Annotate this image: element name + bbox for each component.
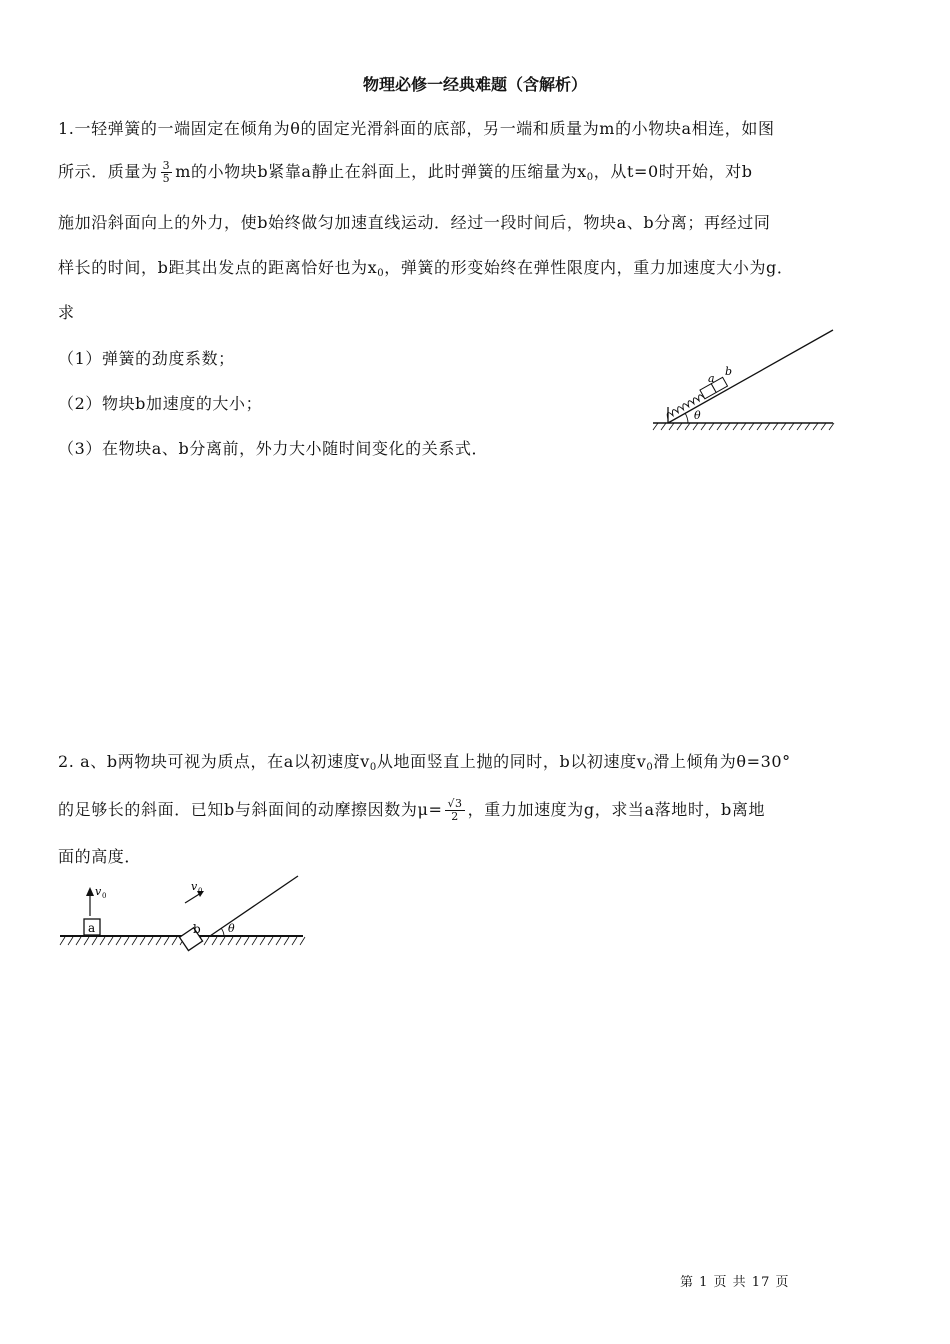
q1-ground bbox=[653, 423, 834, 430]
q2-arrowhead-a bbox=[86, 887, 94, 896]
q2-line-1-mid: 从地面竖直上抛的同时，b以初速度v bbox=[376, 752, 647, 771]
q1-line-4-post: ，弹簧的形变始终在弹性限度内，重力加速度大小为g． bbox=[384, 258, 794, 277]
q1-line-4 bbox=[58, 255, 794, 279]
q1-frac-den: 5 bbox=[162, 172, 171, 185]
q1-line-2-sub: 0 bbox=[586, 172, 594, 183]
q2-label-v0-a: v bbox=[95, 885, 102, 898]
q2-line-1-pre: 2. a、b两物块可视为质点，在a以初速度v bbox=[58, 752, 370, 771]
q1-line-2 bbox=[58, 159, 753, 185]
q2-line-2-post: ，重力加速度为g，求当a落地时，b离地 bbox=[467, 800, 766, 819]
q2-label-b: b bbox=[193, 922, 201, 936]
q1-label-b: b bbox=[725, 365, 733, 378]
q2-label-v0-b: v bbox=[191, 880, 198, 893]
q1-line-2-post: ，从t=0时开始，对b bbox=[593, 162, 753, 181]
q2-label-v0-b-sub: 0 bbox=[198, 887, 203, 895]
q1-label-a: a bbox=[708, 372, 715, 385]
q1-part-1: （1）弹簧的劲度系数； bbox=[58, 349, 235, 368]
q1-part-3: （3）在物块a、b分离前，外力大小随时间变化的关系式． bbox=[58, 439, 489, 458]
q1-line-1: 1.一轻弹簧的一端固定在倾角为θ的固定光滑斜面的底部，另一端和质量为m的小物块a相连，如图 bbox=[58, 119, 775, 138]
q2-figure bbox=[58, 870, 308, 952]
q2-line-1 bbox=[58, 749, 791, 773]
q2-line-3: 面的高度． bbox=[58, 847, 142, 866]
q2-label-a: a bbox=[88, 921, 96, 935]
q1-incline bbox=[668, 330, 833, 423]
q2-line-2-pre: 的足够长的斜面．已知b与斜面间的动摩擦因数为μ= bbox=[58, 800, 443, 819]
q1-part-2: （2）物块b加速度的大小； bbox=[58, 394, 263, 413]
q1-angle-arc bbox=[685, 413, 688, 423]
q1-line-4-pre: 样长的时间，b距其出发点的距离恰好也为x bbox=[58, 258, 378, 277]
q1-label-theta: θ bbox=[694, 409, 701, 422]
q2-frac-num: √3 bbox=[447, 797, 463, 810]
q2-label-theta: θ bbox=[228, 922, 235, 935]
q1-line-2-pre: 所示．质量为 bbox=[58, 162, 158, 181]
q1-line-3: 施加沿斜面向上的外力，使b始终做匀加速直线运动．经过一段时间后，物块a、b分离；再经过同 bbox=[58, 213, 771, 232]
q2-label-v0-a-sub: 0 bbox=[102, 892, 107, 900]
q2-line-1-post: 滑上倾角为θ=30° bbox=[653, 752, 791, 771]
q1-line-4-sub: 0 bbox=[377, 268, 385, 279]
q2-frac-den: 2 bbox=[451, 810, 459, 823]
page-title: 物理必修一经典难题（含解析） bbox=[362, 75, 587, 94]
q1-line-5: 求 bbox=[58, 303, 75, 322]
q1-fraction bbox=[161, 160, 173, 185]
q2-incline bbox=[210, 876, 298, 936]
q1-line-2-mid: m的小物块b紧靠a静止在斜面上，此时弹簧的压缩量为x bbox=[175, 162, 587, 181]
q2-fraction bbox=[445, 798, 464, 823]
q2-angle-arc bbox=[221, 928, 224, 936]
q2-line-2 bbox=[58, 797, 765, 823]
q2-line-1-sub2: 0 bbox=[646, 762, 654, 773]
page-footer: 第 1 页 共 17 页 bbox=[680, 1275, 790, 1290]
q2-line-1-sub1: 0 bbox=[369, 762, 377, 773]
q1-incline-figure bbox=[650, 325, 840, 440]
q1-frac-num: 3 bbox=[162, 159, 171, 172]
